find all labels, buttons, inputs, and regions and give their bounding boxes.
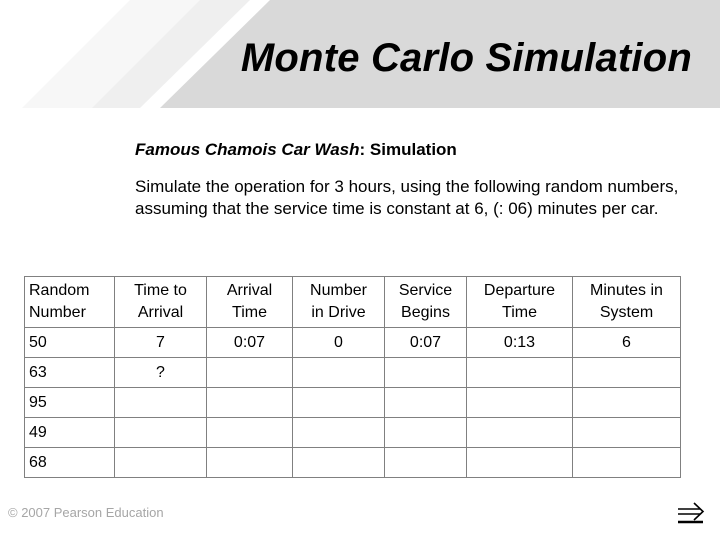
copyright-footer: © 2007 Pearson Education [8, 505, 164, 520]
column-header-line: Minutes in [590, 282, 663, 299]
table-cell [293, 418, 385, 448]
column-header [573, 277, 681, 328]
table-cell [385, 358, 467, 388]
table-cell: 50 [25, 328, 115, 358]
table-cell: 6 [573, 328, 681, 358]
right-arrow-icon[interactable] [676, 498, 706, 526]
table-cell [385, 448, 467, 478]
table-cell [467, 418, 573, 448]
table-cell [115, 418, 207, 448]
column-header-line: in Drive [311, 304, 366, 321]
subtitle-suffix: : Simulation [359, 140, 457, 159]
table-cell [115, 448, 207, 478]
table-cell: 95 [25, 388, 115, 418]
table-cell: ? [115, 358, 207, 388]
subtitle-company: Famous Chamois Car Wash [135, 140, 360, 159]
table-cell [385, 418, 467, 448]
table-row [25, 328, 681, 358]
table-header [25, 277, 681, 328]
table-cell: 49 [25, 418, 115, 448]
table-cell: 0:13 [467, 328, 573, 358]
column-header-line: Service [398, 282, 453, 299]
column-header-line: Time [232, 304, 267, 321]
table-cell: 63 [25, 358, 115, 388]
table-cell [293, 388, 385, 418]
column-header-line: Time [502, 304, 537, 321]
table-cell [467, 358, 573, 388]
table-cell [115, 388, 207, 418]
column-header-line: Number [29, 304, 86, 321]
table-cell [207, 358, 293, 388]
table-cell [207, 418, 293, 448]
table-cell [467, 388, 573, 418]
slide-subtitle [135, 140, 457, 160]
table-cell [467, 448, 573, 478]
column-header-line: Number [310, 282, 367, 299]
column-header [115, 277, 207, 328]
column-header [293, 277, 385, 328]
column-header [207, 277, 293, 328]
table-cell [573, 388, 681, 418]
table-body [25, 328, 681, 478]
table-cell [207, 448, 293, 478]
page-title: Monte Carlo Simulation [240, 36, 692, 80]
table-cell: 7 [115, 328, 207, 358]
table-cell [573, 358, 681, 388]
table-cell: 0:07 [207, 328, 293, 358]
table-row [25, 358, 681, 388]
table-cell: 0:07 [385, 328, 467, 358]
column-header-line: Begins [401, 304, 450, 321]
instruction-paragraph: Simulate the operation for 3 hours, using the following random numbers, assuming that the service time is constant at 6, (: 06) minutes per car. [135, 177, 679, 218]
column-header [25, 277, 115, 328]
column-header-line: Time to [134, 282, 187, 299]
column-header [467, 277, 573, 328]
column-header-line: Departure [483, 282, 556, 299]
table-cell [573, 418, 681, 448]
column-header-line: Arrival [226, 282, 273, 299]
column-header [385, 277, 467, 328]
table-cell [293, 448, 385, 478]
table-cell [207, 388, 293, 418]
table-cell [573, 448, 681, 478]
table-cell [293, 358, 385, 388]
table-row [25, 388, 681, 418]
column-header-line: System [599, 304, 654, 321]
simulation-table [24, 276, 681, 478]
table-row [25, 418, 681, 448]
table-cell: 0 [293, 328, 385, 358]
table-row [25, 448, 681, 478]
column-header-line: Random [29, 282, 90, 299]
title-band [0, 0, 720, 108]
table-cell [385, 388, 467, 418]
title-band-decoration [0, 0, 270, 108]
table-cell: 68 [25, 448, 115, 478]
column-header-line: Arrival [137, 304, 184, 321]
